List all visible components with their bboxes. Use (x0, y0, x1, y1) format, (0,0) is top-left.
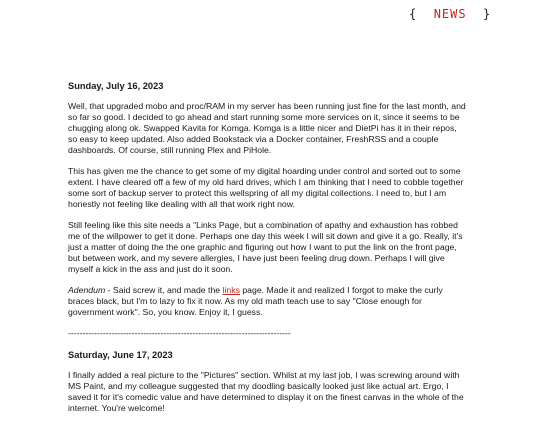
news-post (68, 349, 468, 414)
addendum-label: Adendum (68, 285, 106, 295)
post-addendum (68, 285, 468, 318)
post-paragraph: Still feeling like this site needs a "Links Page, but a combination of apathy and exhaustion has robbed me of the willpower to get it done. Perhaps one day this week I will sit down and give it a go. Really, it's just a matter of doing the the one graphic and figuring out how I want to put the link on the front page, but between work, and my severe allergies, I have just been feeling drug down. Perhaps I will give myself a kick in the ass and just do it soon. (68, 220, 463, 274)
post-paragraph: I finally added a real picture to the "Pictures" section. Whilst at my last job, I was screwing around with MS Paint, and my colleague suggested that my doodling basically looked just like actual art. Ergo, I saved it for it's comedic value and have determined to display it on the finest canvas in the whole of the internet. You're welcome! (68, 370, 464, 413)
news-post (68, 80, 468, 318)
news-logo (409, 7, 491, 21)
post-divider: ----------------------------------------------------------------------------- (68, 328, 291, 338)
post-paragraph: Well, that upgraded mobo and proc/RAM in my server has been running just fine for the last month, and so far so good. I decided to go ahead and start running some more services on it, since it seems to be chugging along ok. Swapped Kavita for Komga. Komga is a little nicer and DietPi has it in their repos, so easy to keep updated. Also added Bookstack via a Docker container, FreshRSS and a couple dashboards. Of course, still running Plex and PiHole. (68, 101, 466, 155)
post-paragraph: This has given me the chance to get some of my digital hoarding under control and sorted out to some extent. I have cleared off a few of my old hard drives, which I am thinking that I need to cobble together some sort of backup server to protect this wellspring of all my digital collections. I need to, but I am honestly not feeling like dealing with all that work right now. (68, 166, 464, 209)
logo-text: NEWS (433, 7, 467, 21)
news-content (68, 80, 468, 424)
post-date: Sunday, July 16, 2023 (68, 81, 164, 91)
addendum-text-before: - Said screw it, and made the (105, 285, 223, 295)
links-page-link[interactable]: links (222, 285, 240, 295)
logo-open-brace: { (409, 7, 418, 21)
logo-close-brace: } (483, 7, 492, 21)
addendum-text-after: page. Made it and realized I forgot to make the curly braces black, but I'm to lazy to fix it now. As my old math teach use to say "Close enough for government work". So, you know. Enjoy it, I guess. (68, 285, 443, 317)
post-date: Saturday, June 17, 2023 (68, 350, 173, 360)
